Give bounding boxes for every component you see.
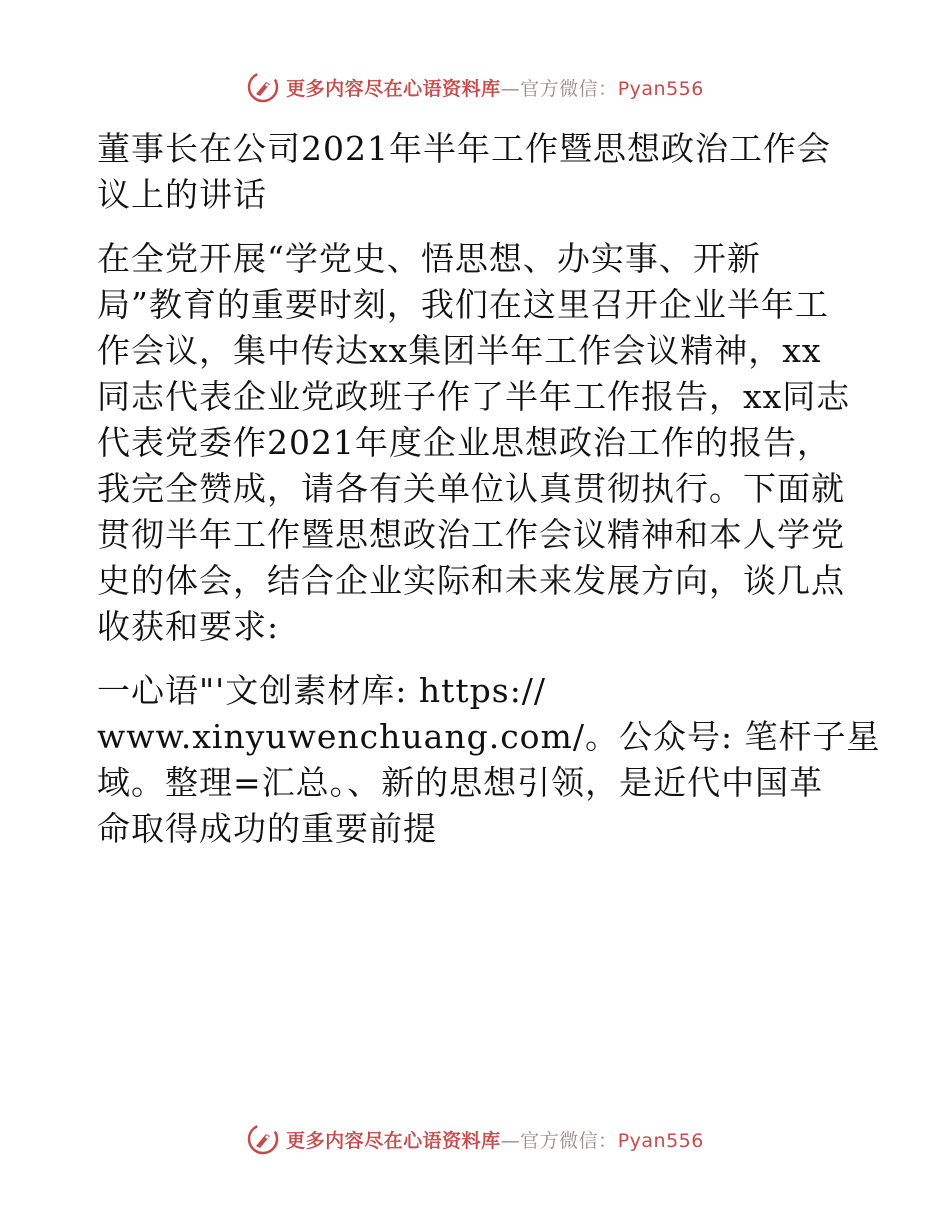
watermark-brand: 更多内容尽在心语资料库 bbox=[286, 77, 501, 100]
document-title bbox=[97, 126, 857, 218]
paragraph-line: 一心语"'文创素材库: https:// bbox=[97, 671, 547, 710]
watermark-wechat-id: Pyan556 bbox=[617, 77, 704, 100]
watermark-wechat-id: Pyan556 bbox=[617, 1129, 704, 1152]
paragraph-section-one bbox=[97, 668, 881, 852]
paragraph-line: 同志代表企业党政班子作了半年工作报告，xx同志 bbox=[97, 377, 851, 416]
watermark-dash: — bbox=[500, 77, 521, 100]
paragraph-line: 我完全赞成，请各有关单位认真贯彻执行。下面就 bbox=[97, 469, 845, 508]
paragraph-line: 局”教育的重要时刻，我们在这里召开企业半年工 bbox=[97, 285, 829, 324]
paragraph-line: 收获和要求: bbox=[97, 607, 280, 646]
paragraph-line: 作会议，集中传达xx集团半年工作会议精神，xx bbox=[97, 331, 822, 370]
watermark-brand: 更多内容尽在心语资料库 bbox=[286, 1129, 501, 1152]
watermark-wechat-label: 官方微信： bbox=[520, 1129, 618, 1152]
watermark-text bbox=[286, 1126, 704, 1153]
paragraph-line: 代表党委作2021年度企业思想政治工作的报告， bbox=[97, 423, 831, 462]
paragraph-line: 贯彻半年工作暨思想政治工作会议精神和本人学党 bbox=[97, 515, 845, 554]
document-body bbox=[97, 126, 881, 870]
paragraph-line: 命取得成功的重要前提 bbox=[97, 809, 437, 848]
watermark-dash: — bbox=[500, 1129, 521, 1152]
paragraph-line: 在全党开展“学党史、悟思想、办实事、开新 bbox=[97, 239, 761, 278]
pen-nib-seal-icon bbox=[246, 1122, 280, 1156]
paragraph-intro bbox=[97, 236, 857, 650]
paragraph-line: 史的体会，结合企业实际和未来发展方向，谈几点 bbox=[97, 561, 845, 600]
header-watermark bbox=[0, 70, 950, 104]
paragraph-line: 域。整理=汇总。、新的思想引领，是近代中国革 bbox=[97, 763, 824, 802]
footer-watermark bbox=[0, 1122, 950, 1156]
title-line: 议上的讲话 bbox=[97, 175, 267, 214]
paragraph-line: www.xinyuwenchuang.com/。公众号: 笔杆子星 bbox=[97, 717, 881, 756]
watermark-text bbox=[286, 74, 704, 101]
title-line: 董事长在公司2021年半年工作暨思想政治工作会 bbox=[97, 129, 831, 168]
watermark-wechat-label: 官方微信： bbox=[520, 77, 618, 100]
pen-nib-seal-icon bbox=[246, 70, 280, 104]
